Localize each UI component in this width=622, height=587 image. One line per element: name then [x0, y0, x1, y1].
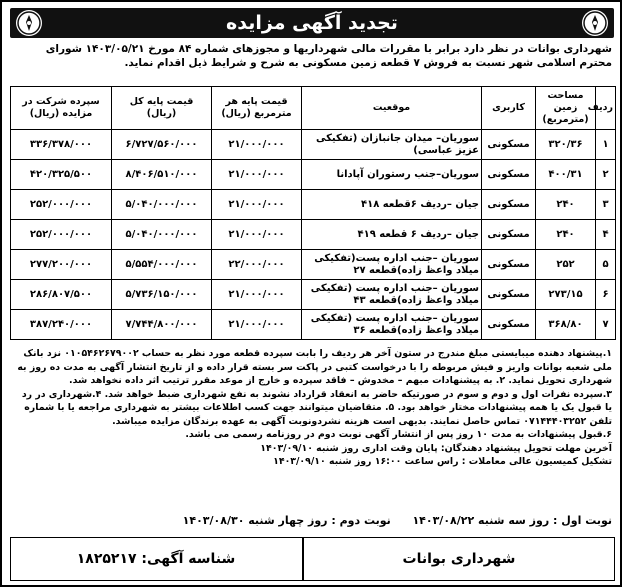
notice-id: شناسه آگهی: ۱۸۲۵۲۱۷	[76, 551, 236, 567]
header-cell: کاربری	[482, 87, 536, 130]
header-cell: مساحت زمین (مترمربع)	[536, 87, 596, 130]
total-price-cell: ۵/۷۳۶/۱۵۰/۰۰۰	[112, 280, 212, 310]
unit-price-cell: ۲۱/۰۰۰/۰۰۰	[212, 160, 302, 190]
total-price-cell: ۵/۵۵۴/۰۰۰/۰۰۰	[112, 250, 212, 280]
area-cell: ۳۶۸/۸۰	[536, 310, 596, 340]
total-price-cell: ۷/۷۴۴/۸۰۰/۰۰۰	[112, 310, 212, 340]
note-paragraph: ۶.قبول پیشنهادات به مدت ۱۰ روز پس از انتشار آگهی نوبت دوم در روزنامه رسمی می باشد.	[185, 429, 612, 440]
note-paragraph: تشکیل کمیسیون عالی معاملات : راس ساعت ۱۶:۰۰ روز شنبه ۱۴۰۳/۰۹/۱۰	[273, 456, 612, 467]
total-price-cell: ۸/۴۰۶/۵۱۰/۰۰۰	[112, 160, 212, 190]
note-paragraph: ۱.پیشنهاد دهنده میبایستی مبلغ مندرج در ستون آخر هر ردیف را بابت سپرده قطعه مورد نظر به حساب ۰۱۰۵۴۶۲۶۷۹۰۰۲ نزد بانک ملی شعبه بوانات واریز و فیش مربوطه را با درخواست کتبی در پاکت سر بسته قرار داده و از تاریخ انتشار آگهی به مدت ده روز به شهرداری تحویل نماید. ۲. به پیشنهادات مبهم – مخدوش – فاقد سپرده و خارج از موعد مقرر ترتیب اثر داده نخواهد شد.	[17, 348, 612, 386]
unit-price-cell: ۲۱/۰۰۰/۰۰۰	[212, 280, 302, 310]
location-cell: سوریان–جنب رستوران آپادانا	[302, 160, 482, 190]
notice-header	[10, 8, 614, 38]
note-paragraph: آخرین مهلت تحویل پیشنهاد دهندگان: پایان وقت اداری روز شنبه ۱۴۰۳/۰۹/۱۰	[260, 442, 612, 454]
unit-price-cell: ۲۱/۰۰۰/۰۰۰	[212, 310, 302, 340]
deposit-cell: ۳۳۶/۳۷۸/۰۰۰	[11, 130, 112, 160]
row-number: ۴	[596, 220, 616, 250]
location-cell: سوریان –جنب اداره پست (تفکیکی میلاد واعظ زاده)قطعه ۴۳	[302, 280, 482, 310]
header-cell: ردیف	[596, 87, 616, 130]
location-cell: جیان –ردیف ۶قطعه ۴۱۸	[302, 190, 482, 220]
footer-divider	[302, 538, 304, 580]
row-number: ۱	[596, 130, 616, 160]
unit-price-cell: ۲۱/۰۰۰/۰۰۰	[212, 130, 302, 160]
intro-lead: شهرداری بوانات	[527, 43, 612, 55]
deposit-cell: ۲۵۲/۰۰۰/۰۰۰	[11, 190, 112, 220]
area-cell: ۲۷۳/۱۵	[536, 280, 596, 310]
intro-text: در نظر دارد برابر با مقررات مالی شهرداریها و مجوزهای شماره ۸۴ مورخ ۱۴۰۳/۰۵/۲۱ شورای محترم اسلامی شهر نسبت به فروش ۷ قطعه زمین مسکونی به شرح و شرایط ذیل اقدام نماید.	[45, 43, 612, 69]
unit-price-cell: ۲۱/۰۰۰/۰۰۰	[212, 220, 302, 250]
row-number: ۳	[596, 190, 616, 220]
table-row	[11, 130, 616, 160]
area-cell: ۲۴۰	[536, 190, 596, 220]
total-price-cell: ۶/۷۲۷/۵۶۰/۰۰۰	[112, 130, 212, 160]
terms-notes	[12, 347, 612, 469]
deposit-cell: ۲۷۷/۲۰۰/۰۰۰	[11, 250, 112, 280]
table-row	[11, 250, 616, 280]
unit-price-cell: ۲۱/۰۰۰/۰۰۰	[212, 190, 302, 220]
unit-price-cell: ۲۲/۰۰۰/۰۰۰	[212, 250, 302, 280]
parcels-table	[10, 86, 616, 340]
notice-title: تجدید آگهی مزایده	[226, 12, 398, 34]
area-cell: ۴۰۰/۳۱	[536, 160, 596, 190]
header-cell: سپرده شرکت در مزایده (ریال)	[11, 87, 112, 130]
use-cell: مسکونی	[482, 130, 536, 160]
area-cell: ۳۲۰/۳۶	[536, 130, 596, 160]
area-cell: ۲۴۰	[536, 220, 596, 250]
use-cell: مسکونی	[482, 160, 536, 190]
row-number: ۶	[596, 280, 616, 310]
use-cell: مسکونی	[482, 250, 536, 280]
table-header-row	[11, 87, 616, 130]
second-publication-date: نوبت دوم : روز چهار شنبه ۱۴۰۳/۰۸/۳۰	[182, 514, 391, 527]
use-cell: مسکونی	[482, 280, 536, 310]
location-cell: سوریان –جنب اداره پست (تفکیکی میلاد واعظ زاده)قطعه ۳۶	[302, 310, 482, 340]
deposit-cell: ۲۸۶/۸۰۷/۵۰۰	[11, 280, 112, 310]
area-cell: ۲۵۲	[536, 250, 596, 280]
use-cell: مسکونی	[482, 220, 536, 250]
notice-footer	[10, 537, 615, 581]
deposit-cell: ۴۲۰/۳۲۵/۵۰۰	[11, 160, 112, 190]
table-row	[11, 310, 616, 340]
header-cell: قیمت پایه هر مترمربع (ریال)	[212, 87, 302, 130]
first-publication-date: نوبت اول : روز سه شنبه ۱۴۰۳/۰۸/۲۲	[412, 514, 612, 527]
location-cell: سوریان– میدان جانبازان (تفکیکی عزیز عباسی)	[302, 130, 482, 160]
location-cell: جیان –ردیف ۶ قطعه ۴۱۹	[302, 220, 482, 250]
location-cell: سوریان –جنب اداره پست(تفکیکی میلاد واعظ زاده)قطعه ۲۷	[302, 250, 482, 280]
table-row	[11, 220, 616, 250]
row-number: ۵	[596, 250, 616, 280]
row-number: ۲	[596, 160, 616, 190]
header-cell: قیمت پایه کل (ریال)	[112, 87, 212, 130]
note-paragraph: ۳.سپرده نفرات اول و دوم و سوم در صورتیکه حاضر به انعقاد قرارداد نشوند به نفع شهرداری ضبط خواهد شد. ۴.شهرداری در رد یا قبول یک یا همه پیشنهادات مختار خواهد بود. ۵. متقاضیان میتوانند جهت کسب اطلاعات بیشتر به شهرداری مراجعه یا با شماره تلفن ۰۷۱۴۴۴۰۳۲۵۲ تماس حاصل نمایند. بدیهی است هزینه نشردونوبت آگهی به عهده برندگان مزایده میباشد.	[21, 388, 612, 427]
intro-paragraph	[12, 42, 612, 70]
table-row	[11, 280, 616, 310]
table-row	[11, 190, 616, 220]
total-price-cell: ۵/۰۴۰/۰۰۰/۰۰۰	[112, 190, 212, 220]
row-number: ۷	[596, 310, 616, 340]
deposit-cell: ۳۸۷/۲۴۰/۰۰۰	[11, 310, 112, 340]
use-cell: مسکونی	[482, 190, 536, 220]
header-cell: موقعیت	[302, 87, 482, 130]
table-row	[11, 160, 616, 190]
footer-organization: شهرداری بوانات	[402, 551, 516, 567]
municipality-logo-right	[582, 10, 608, 36]
total-price-cell: ۵/۰۴۰/۰۰۰/۰۰۰	[112, 220, 212, 250]
use-cell: مسکونی	[482, 310, 536, 340]
publication-dates	[12, 514, 612, 527]
deposit-cell: ۲۵۲/۰۰۰/۰۰۰	[11, 220, 112, 250]
